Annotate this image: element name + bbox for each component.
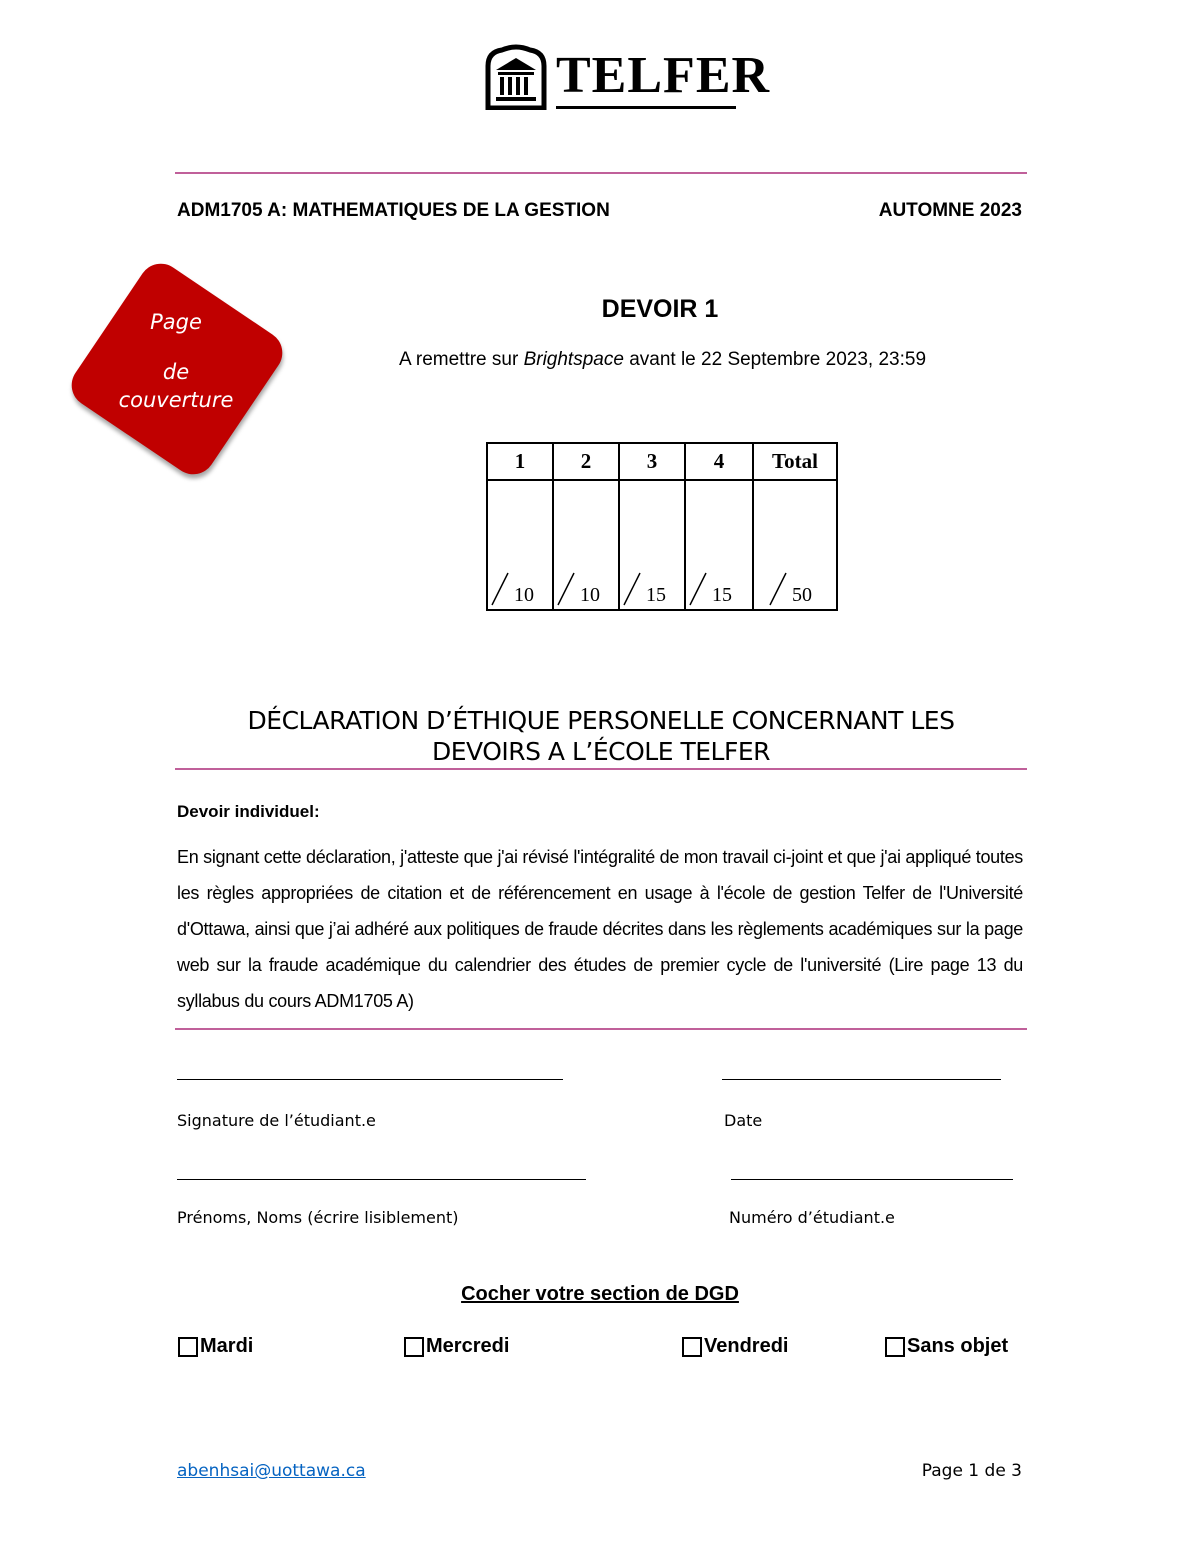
- due-date: [300, 349, 1025, 371]
- score-header: 1: [487, 443, 553, 480]
- checkbox-icon[interactable]: [885, 1337, 905, 1357]
- declaration-title-line-1: DÉCLARATION D’ÉTHIQUE PERSONELLE CONCERNANT LES: [247, 706, 955, 735]
- dgd-option-wednesday[interactable]: [404, 1335, 509, 1358]
- score-max: 10: [580, 584, 600, 606]
- score-table-score-row: [487, 480, 837, 610]
- badge-line-1: Page: [150, 310, 202, 334]
- score-cell[interactable]: [553, 480, 619, 610]
- checkbox-icon[interactable]: [178, 1337, 198, 1357]
- header-divider: [175, 172, 1027, 174]
- university-building-icon: [484, 44, 548, 110]
- names-label: Prénoms, Noms (écrire lisiblement): [177, 1208, 459, 1227]
- dgd-option-friday[interactable]: [682, 1335, 788, 1358]
- score-cell[interactable]: [487, 480, 553, 610]
- score-max: 50: [792, 584, 812, 606]
- score-cell[interactable]: [619, 480, 685, 610]
- course-title: ADM1705 A: MATHEMATIQUES DE LA GESTION: [177, 200, 610, 221]
- names-line[interactable]: [177, 1179, 586, 1180]
- declaration-body: En signant cette déclaration, j'atteste que j'ai révisé l'intégralité de mon travail ci-joint et que j'ai appliqué toutes les règles appropriées de citation et de référencement en usage à l'école de gestion Telfer de l'Université d'Ottawa, ainsi que j’ai adhéré aux politiques de fraude décrites dans les règlements académiques sur la page web sur la fraude académique du calendrier des études de premier cycle de l'université (Lire page 13 du syllabus du cours ADM1705 A): [177, 847, 1023, 1011]
- score-cell[interactable]: [753, 480, 837, 610]
- score-header: 3: [619, 443, 685, 480]
- score-header: 2: [553, 443, 619, 480]
- due-prefix: A remettre sur: [398, 349, 524, 370]
- due-suffix: avant le 22 Septembre 2023, 23:59: [623, 349, 927, 370]
- fraction-slash-icon: [622, 571, 642, 607]
- student-number-line[interactable]: [731, 1179, 1013, 1180]
- signature-line[interactable]: [177, 1079, 563, 1080]
- individual-assignment-label: Devoir individuel:: [177, 802, 320, 821]
- declaration-title: [175, 705, 1027, 767]
- signature-label: Signature de l’étudiant.e: [177, 1111, 376, 1130]
- score-max: 15: [712, 584, 732, 606]
- dgd-option-none[interactable]: [885, 1335, 1008, 1358]
- declaration-divider: [175, 768, 1027, 770]
- telfer-logo: [484, 44, 771, 110]
- footer-page-number: Page 1 de 3: [921, 1461, 1022, 1481]
- badge-line-2: de: [162, 360, 190, 384]
- dgd-section-title: Cocher votre section de DGD: [461, 1283, 739, 1305]
- score-max: 15: [646, 584, 666, 606]
- score-table-header-row: [487, 443, 837, 480]
- fraction-slash-icon: [688, 571, 708, 607]
- fraction-slash-icon: [768, 571, 788, 607]
- declaration-title-line-2: DEVOIRS A L’ÉCOLE TELFER: [431, 737, 770, 766]
- dgd-option-label: Mercredi: [426, 1335, 510, 1357]
- logo-wordmark: TELFER: [556, 47, 771, 104]
- date-line[interactable]: [722, 1079, 1001, 1080]
- due-platform: Brightspace: [523, 349, 624, 370]
- fraction-slash-icon: [490, 571, 510, 607]
- cover-page-badge-text: [76, 308, 276, 414]
- score-cell[interactable]: [685, 480, 753, 610]
- footer-email-link[interactable]: abenhsai@uottawa.ca: [177, 1461, 366, 1481]
- student-number-label: Numéro d’étudiant.e: [729, 1208, 895, 1227]
- dgd-option-label: Sans objet: [907, 1335, 1009, 1357]
- score-header: Total: [753, 443, 837, 480]
- score-max: 10: [514, 584, 534, 606]
- date-label: Date: [724, 1111, 763, 1130]
- term-label: AUTOMNE 2023: [878, 200, 1022, 221]
- declaration-end-divider: [175, 1028, 1027, 1030]
- fraction-slash-icon: [556, 571, 576, 607]
- score-table: [486, 442, 838, 611]
- checkbox-icon[interactable]: [682, 1337, 702, 1357]
- dgd-option-label: Vendredi: [704, 1335, 789, 1357]
- checkbox-icon[interactable]: [404, 1337, 424, 1357]
- assignment-title: DEVOIR 1: [601, 295, 719, 323]
- badge-line-3: couverture: [118, 388, 234, 412]
- logo-underline: [556, 106, 736, 109]
- dgd-option-label: Mardi: [200, 1335, 254, 1357]
- score-header: 4: [685, 443, 753, 480]
- dgd-option-tuesday[interactable]: [178, 1335, 253, 1358]
